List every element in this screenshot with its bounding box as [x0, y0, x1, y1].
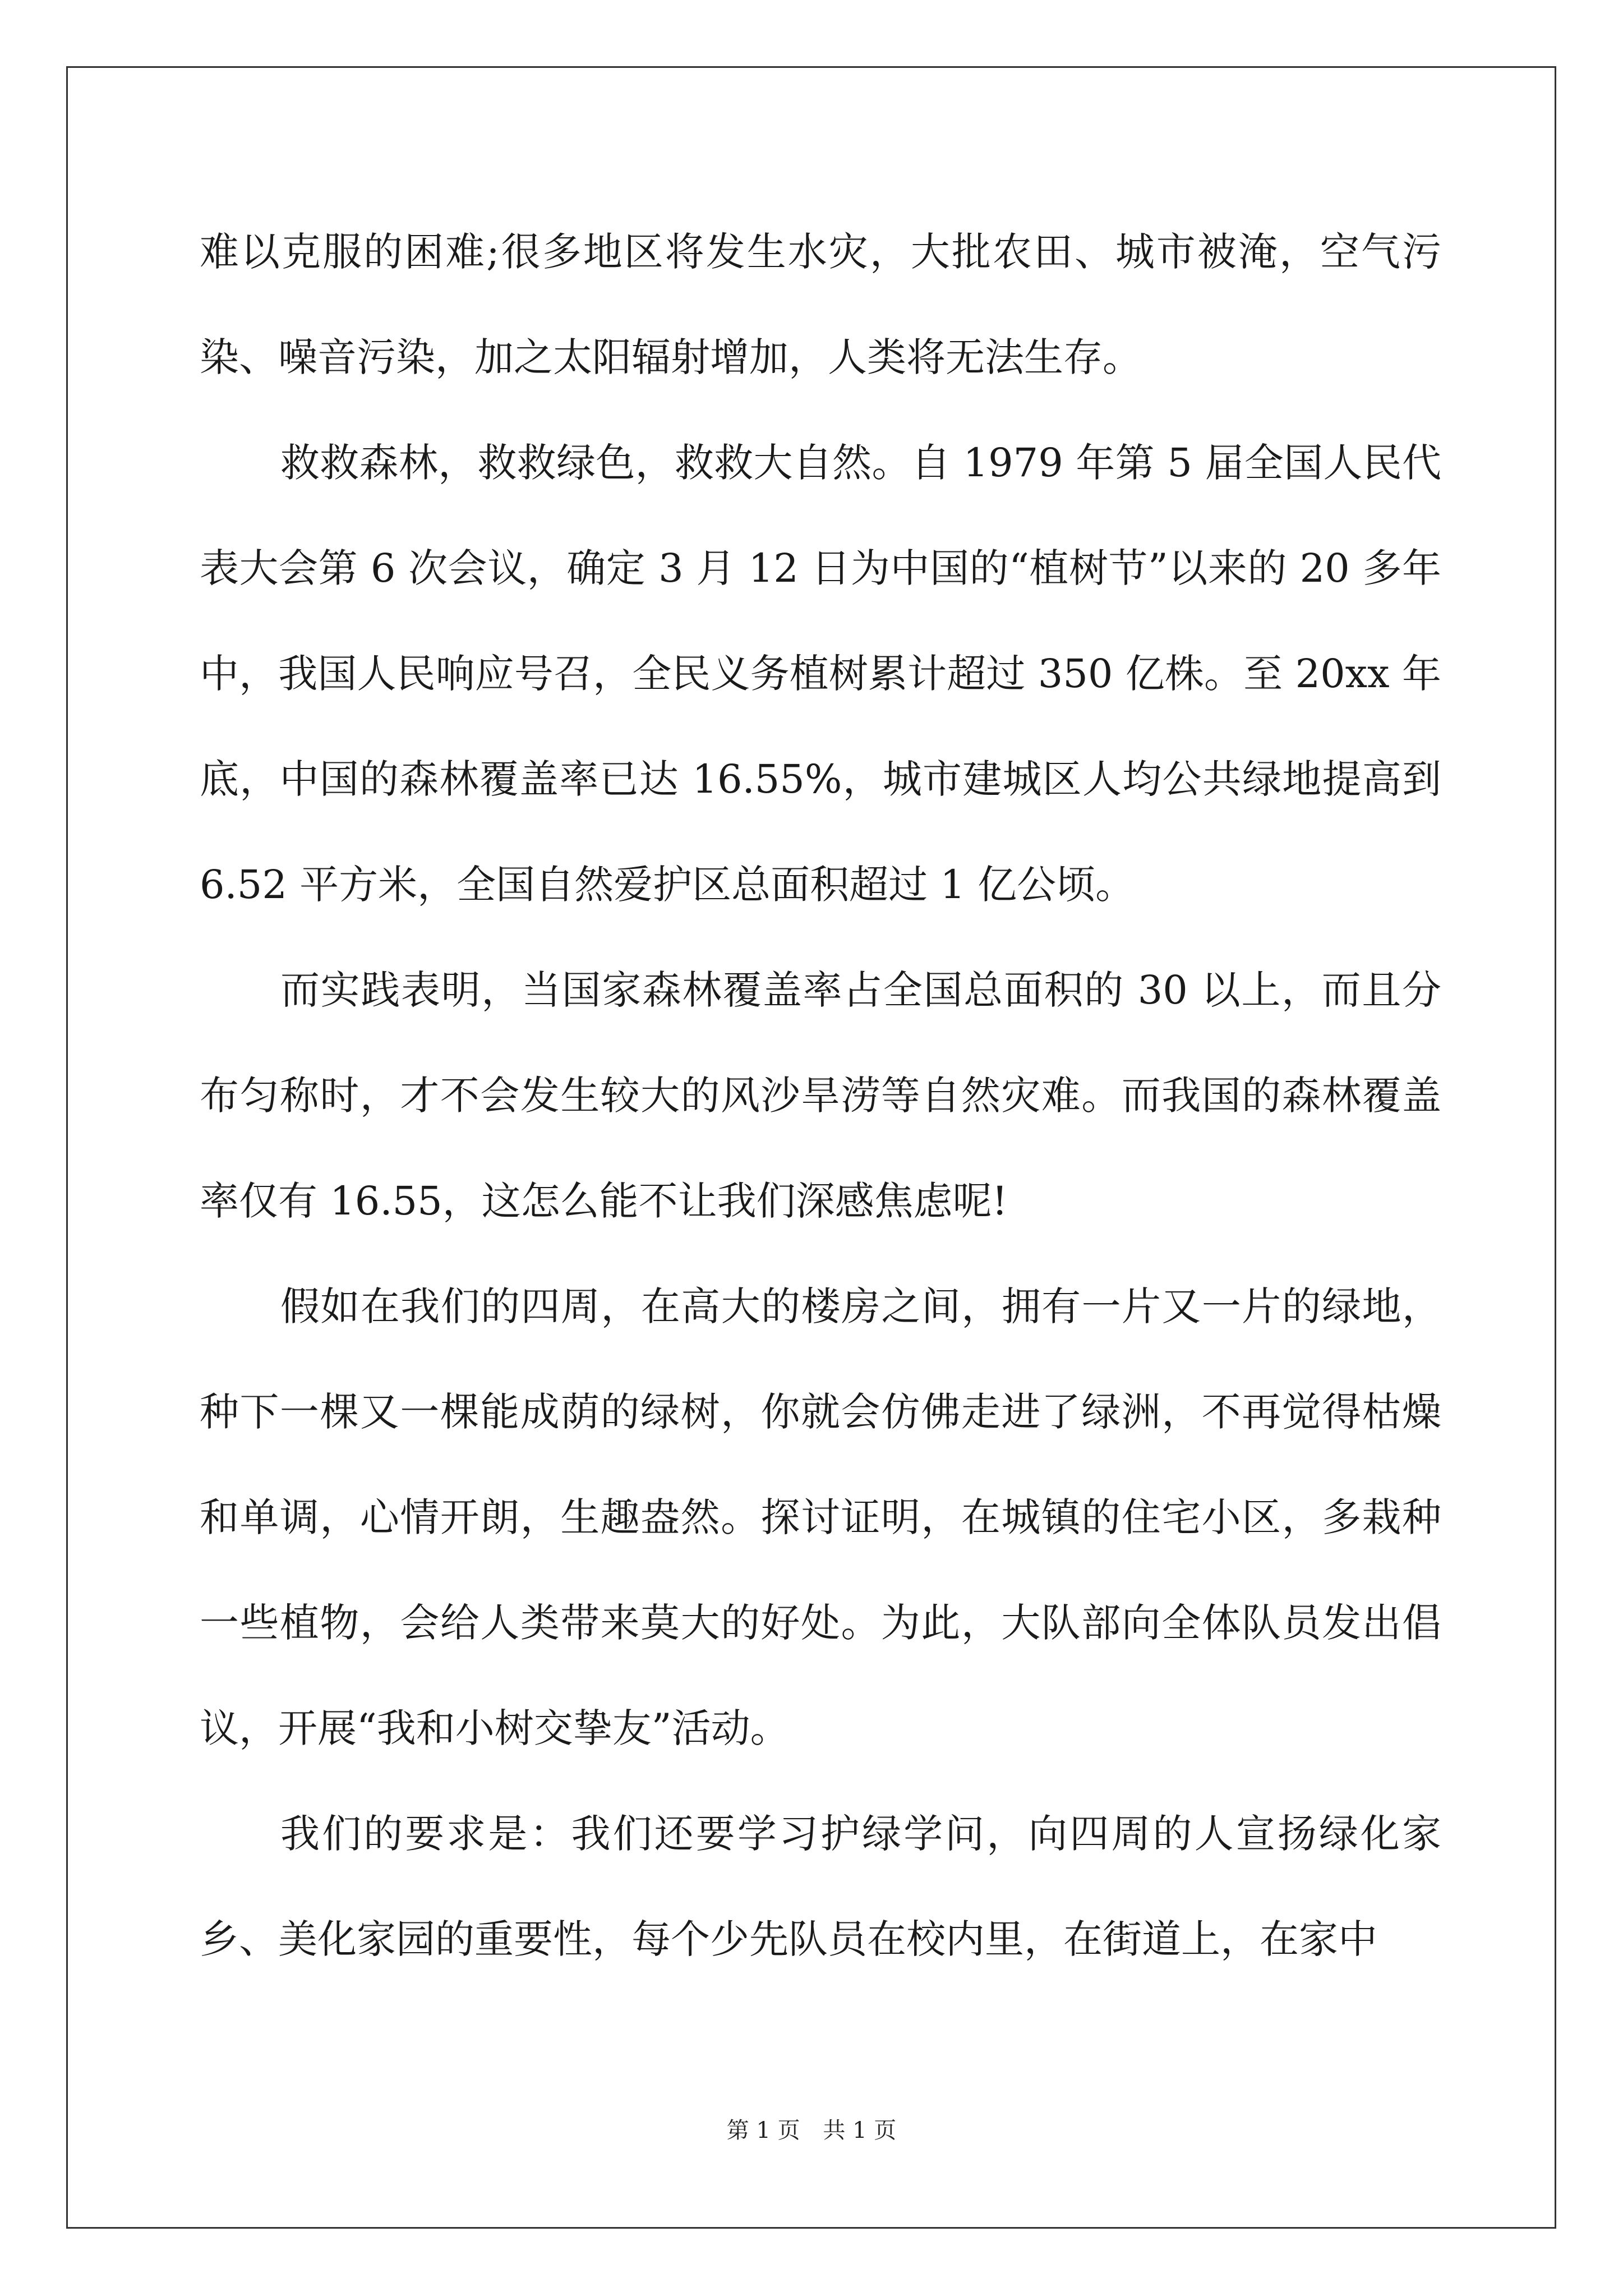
- paragraph-3: 而实践表明，当国家森林覆盖率占全国总面积的 30 以上，而且分布匀称时，才不会发生较大的风沙旱涝等自然灾难。而我国的森林覆盖率仅有 16.55，这怎么能不让我们深感焦虑呢!: [200, 967, 1441, 1224]
- page-number: 第 1 页: [726, 2118, 800, 2143]
- page-footer: [0, 2115, 1623, 2146]
- paragraph-4: 假如在我们的四周，在高大的楼房之间，拥有一片又一片的绿地，种下一棵又一棵能成荫的绿树，你就会仿佛走进了绿洲，不再觉得枯燥和单调，心情开朗，生趣盎然。探讨证明，在城镇的住宅小区，多栽种一些植物，会给人类带来莫大的好处。为此，大队部向全体队员发出倡议，开展“我和小树交挚友”活动。: [200, 1283, 1441, 1751]
- paragraph-2: 救救森林，救救绿色，救救大自然。自 1979 年第 5 届全国人民代表大会第 6 次会议，确定 3 月 12 日为中国的“植树节”以来的 20 多年中，我国人民响应号召，全民义务植树累计超过 350 亿株。至 20xx 年底，中国的森林覆盖率已达 16.55%，城市建城区人均公共绿地提高到 6.52 平方米，全国自然爱护区总面积超过 1 亿公顷。: [200, 440, 1441, 908]
- paragraph-1: 难以克服的困难;很多地区将发生水灾，大批农田、城市被淹，空气污染、噪音污染，加之太阳辐射增加，人类将无法生存。: [200, 229, 1441, 380]
- paragraph-5: 我们的要求是：我们还要学习护绿学问，向四周的人宣扬绿化家乡、美化家园的重要性，每个少先队员在校内里，在街道上，在家中: [200, 1811, 1441, 1962]
- document-body: [200, 199, 1441, 1992]
- page-total: 共 1 页: [823, 2118, 897, 2143]
